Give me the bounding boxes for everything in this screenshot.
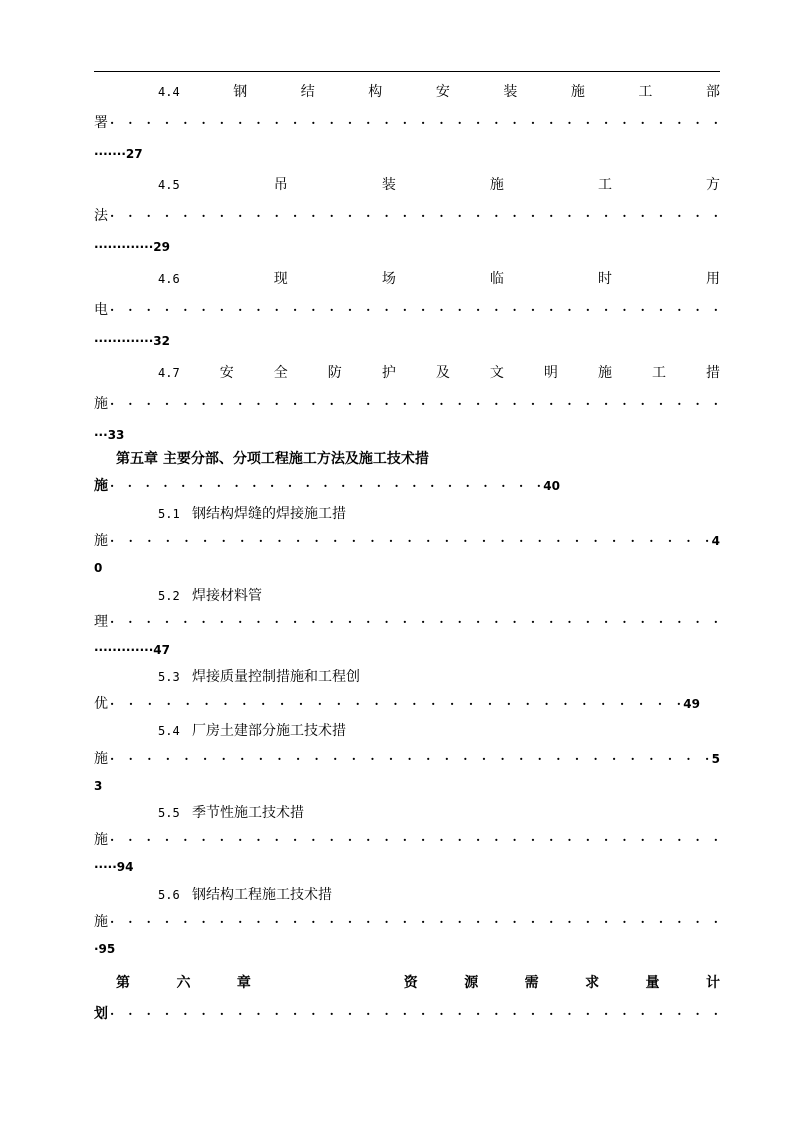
toc-leader-5-5: [94, 830, 720, 850]
page-number: 4: [711, 534, 720, 548]
toc-page-5-2: [94, 640, 720, 660]
title-char: 结: [300, 84, 315, 100]
dot-leader: · · · · · · · · · · · · · · · · · · · · · · · · · · · · · · · · · ·: [110, 397, 718, 411]
page-number: 27: [125, 147, 143, 161]
page-number: 49: [683, 697, 700, 711]
toc-leader-5-6: [94, 912, 720, 932]
toc-entry-5-1[interactable]: [94, 504, 784, 524]
dot-leader: · · · · · · · · · · · · · · · · · · · · · · · · · · · · · · · · ·: [110, 534, 710, 548]
page-number: ·95: [94, 942, 116, 956]
title-char: 方: [706, 177, 720, 193]
section-number: 5.6: [158, 888, 180, 902]
page-number: 29: [153, 240, 170, 254]
toc-page-5-4: [94, 776, 720, 796]
title-char: 六: [176, 975, 191, 991]
toc-leader-4-5: [94, 206, 720, 226]
title-char: 源: [464, 975, 479, 991]
title-char: 明: [543, 365, 558, 381]
dot-leader: · · · · · · · · · · · · · · · · · · · · · · · · · · · · · · · · · ·: [110, 1007, 718, 1021]
toc-entry-5-3[interactable]: [94, 667, 784, 687]
section-title: 季节性施工技术措: [192, 805, 304, 821]
title-char: 全: [273, 365, 288, 381]
title-char: 划: [94, 1006, 108, 1022]
toc-entry-5-2[interactable]: [94, 586, 784, 606]
page-number: 3: [94, 779, 103, 793]
title-char: 量: [645, 975, 660, 991]
title-char: 时: [597, 271, 612, 287]
toc-page-5-5: [94, 857, 720, 877]
title-char: 安: [435, 84, 450, 100]
title-char: 装: [381, 177, 396, 193]
toc-chapter-6[interactable]: [94, 973, 720, 993]
title-char: 护: [381, 365, 396, 381]
dot-leader: · · · · · · · · · · · · · · · · · · · · · · · · · · · · · · · · ·: [110, 752, 710, 766]
title-char: 工: [638, 84, 653, 100]
section-title: 焊接质量控制措施和工程创: [192, 669, 360, 685]
toc-entry-4-4[interactable]: [94, 82, 720, 102]
section-title: 钢结构工程施工技术措: [192, 887, 332, 903]
title-char: 施: [94, 533, 108, 549]
toc-page-5-6: [94, 939, 720, 959]
title-char: 构: [368, 84, 383, 100]
page-number: 5: [711, 752, 720, 766]
title-char: 施: [597, 365, 612, 381]
title-char: 资: [403, 975, 418, 991]
dot-leader: · · · · · · · · · · · · · · · · · · · · · · · · · · · · · · · · · ·: [110, 833, 718, 847]
title-char: 钢: [233, 84, 248, 100]
dot-leader: · · · · · · · · · · · · · · · · · · · · · · · · ·: [110, 479, 541, 493]
title-char: 文: [489, 365, 504, 381]
toc-leader-4-6: [94, 300, 720, 320]
title-char: 施: [94, 396, 108, 412]
toc-page-4-6: [94, 331, 720, 351]
title-char: 临: [489, 271, 504, 287]
toc-leader-5-3: [94, 694, 700, 714]
toc-leader-chapter-5: [94, 476, 560, 496]
header-rule: [94, 71, 720, 72]
section-number: 4.5: [158, 178, 180, 192]
section-number: 5.3: [158, 670, 180, 684]
toc-chapter-5[interactable]: [94, 449, 742, 469]
toc-leader-5-4: [94, 749, 720, 769]
dot-leader: ·············: [94, 240, 154, 254]
title-char: 施: [94, 751, 108, 767]
dot-leader: · · · · · · · · · · · · · · · · · · · · · · · · · · · · · · ·: [110, 697, 681, 711]
title-char: 施: [94, 832, 108, 848]
toc-leader-5-1: [94, 531, 720, 551]
page-number: 0: [94, 561, 103, 575]
page-number: 32: [153, 334, 170, 348]
title-char: 施: [94, 914, 108, 930]
title-char: 电: [94, 302, 108, 318]
chapter-title: 第五章 主要分部、分项工程施工方法及施工技术措: [116, 451, 429, 467]
page-number: ·············47: [94, 643, 170, 657]
section-title: 焊接材料管: [192, 588, 262, 604]
title-char: 场: [381, 271, 396, 287]
section-title: 钢结构焊缝的焊接施工措: [192, 506, 346, 522]
dot-leader: ·············: [94, 334, 154, 348]
title-char: 施: [570, 84, 585, 100]
title-char: 求: [585, 975, 600, 991]
toc-page-4-7: [94, 425, 720, 445]
title-char: 吊: [273, 177, 288, 193]
toc-leader-4-4: [94, 113, 720, 133]
dot-leader: · · · · · · · · · · · · · · · · · · · · · · · · · · · · · · · · · ·: [110, 915, 718, 929]
toc-leader-chapter-6: [94, 1004, 720, 1024]
section-title: 厂房土建部分施工技术措: [192, 723, 346, 739]
toc-leader-5-2: [94, 612, 720, 632]
title-char: 优: [94, 696, 108, 712]
dot-leader: · · · · · · · · · · · · · · · · · · · · · · · · · · · · · · · · · ·: [110, 615, 718, 629]
title-char: 章: [236, 975, 251, 991]
section-number: 4.4: [158, 85, 180, 99]
toc-page-4-4: [94, 144, 720, 164]
dot-leader: · · · · · · · · · · · · · · · · · · · · · · · · · · · · · · · · · ·: [110, 209, 718, 223]
title-char: 施: [94, 478, 108, 494]
section-number: 5.4: [158, 724, 180, 738]
toc-page-5-1: [94, 558, 720, 578]
title-char: 署: [94, 115, 108, 131]
toc-entry-4-6[interactable]: [94, 269, 720, 289]
title-char: 理: [94, 614, 108, 630]
title-char: 计: [705, 975, 720, 991]
title-char: 及: [435, 365, 450, 381]
dot-leader: · · · · · · · · · · · · · · · · · · · · · · · · · · · · · · · · · ·: [110, 303, 718, 317]
toc-entry-5-6[interactable]: [94, 885, 784, 905]
toc-entry-4-7[interactable]: [94, 363, 720, 383]
title-char: 用: [706, 271, 720, 287]
title-char: 部: [705, 84, 720, 100]
toc-page-4-5: [94, 237, 720, 257]
page-number: 40: [543, 479, 560, 493]
title-char: 施: [489, 177, 504, 193]
title-char: 工: [651, 365, 666, 381]
toc-entry-4-5[interactable]: [94, 175, 720, 195]
title-char: 现: [273, 271, 288, 287]
toc-entry-5-4[interactable]: [94, 721, 784, 741]
title-char: 需: [524, 975, 539, 991]
title-char: 安: [219, 365, 234, 381]
section-number: 4.7: [158, 366, 180, 380]
title-char: 装: [503, 84, 518, 100]
title-char: 措: [706, 365, 720, 381]
title-char: 防: [327, 365, 342, 381]
section-number: 5.5: [158, 806, 180, 820]
dot-leader: ·······: [94, 147, 126, 161]
page-number: ·····94: [94, 860, 134, 874]
section-number: 4.6: [158, 272, 180, 286]
page-number: 33: [107, 428, 125, 442]
section-number: 5.2: [158, 589, 180, 603]
title-char: 第: [116, 975, 130, 991]
section-number: 5.1: [158, 507, 180, 521]
toc-entry-5-5[interactable]: [94, 803, 784, 823]
title-char: 法: [94, 208, 108, 224]
dot-leader: ···: [94, 428, 108, 442]
dot-leader: · · · · · · · · · · · · · · · · · · · · · · · · · · · · · · · · · ·: [110, 116, 718, 130]
title-char: 工: [597, 177, 612, 193]
toc-leader-4-7: [94, 394, 720, 414]
